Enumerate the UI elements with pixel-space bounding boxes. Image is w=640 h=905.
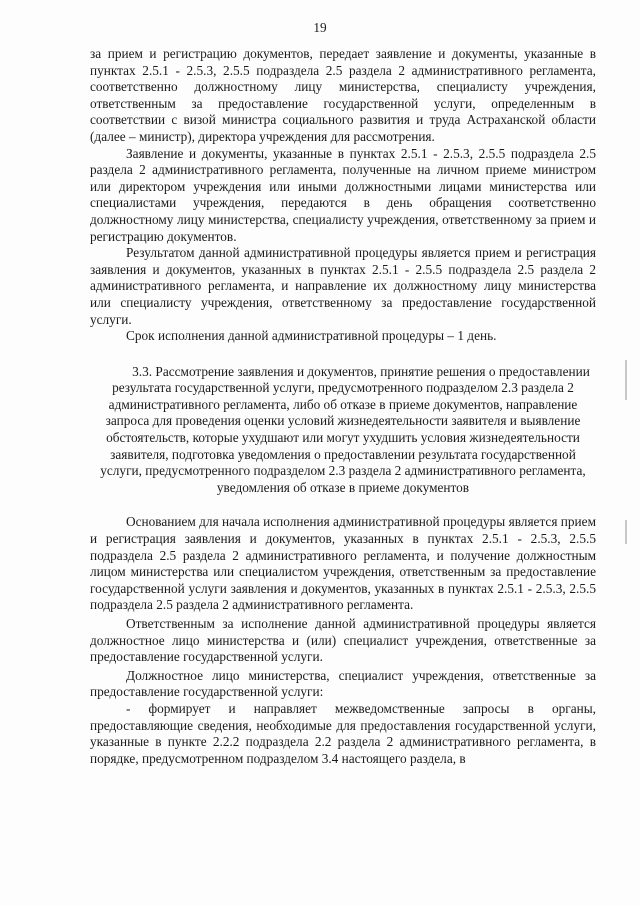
scan-artifact bbox=[625, 520, 627, 544]
section-spacer bbox=[90, 496, 596, 514]
document-body bbox=[90, 46, 596, 767]
paragraph-personal-reception: Заявление и документы, указанные в пунктах 2.5.1 - 2.5.3, 2.5.5 подраздела 2.5 раздела 2 административного регламента, полученные на личном приеме министром или директором учреждения или иными должностными лицами министерства или специалистами учреждения, передаются в день обращения соответственно должностному лицу министерства, специалисту учреждения, ответственному за прием и регистрацию документов. bbox=[90, 145, 596, 244]
paragraph-continuation: за прием и регистрацию документов, передает заявление и документы, указанные в пунктах 2.5.1 - 2.5.3, 2.5.5 подраздела 2.5 раздела 2 административного регламента, соответственно должностному лицу министерства, специалисту учреждения, ответственным за предоставление государственной услуги, определенным в соответствии с визой министра социального развития и труда Астраханской области (далее – министр), директора учреждения для рассмотрения. bbox=[90, 46, 596, 144]
paragraph-interagency-requests: - формирует и направляет межведомственные запросы в органы, предоставляющие сведения, необходимые для предоставления государственной услуги, указанные в пункте 2.2.2 подраздела 2.2 раздела 2 административного регламента, в порядке, предусмотренном подразделом 3.4 настоящего раздела, в bbox=[90, 700, 596, 766]
paragraph-procedure-deadline: Срок исполнения данной административной процедуры – 1 день. bbox=[126, 328, 497, 344]
paragraph-responsible-person: Ответственным за исполнение данной административной процедуры является должностное лицо министерства и (или) специалист учреждения, ответственные за предоставление государственной услуги. bbox=[90, 616, 596, 665]
page-number: 19 bbox=[313, 20, 327, 35]
paragraph-procedure-basis: Основанием для начала исполнения административной процедуры является прием и регистрация заявления и документов, указанных в пунктах 2.5.1 - 2.5.3, 2.5.5 подраздела 2.5 раздела 2 административного регламента, и получение должностным лицом министерства или специалистом учреждения, ответственным за предоставление государственной услуги заявления и документов, указанных в пунктах 2.5.1 - 2.5.3, 2.5.5 подраздела 2.5 раздела 2 административного регламента. bbox=[90, 514, 596, 613]
paragraph-official-duties: Должностное лицо министерства, специалист учреждения, ответственные за предоставление государственной услуги: bbox=[90, 667, 596, 700]
scan-artifact bbox=[625, 360, 627, 400]
paragraph-procedure-result: Результатом данной административной процедуры является прием и регистрация заявления и документов, указанных в пунктах 2.5.1 - 2.5.5 подраздела 2.5 раздела 2 административного регламента, и направление их должностному лицу министерства или специалисту учреждения, ответственному за предоставление государственной услуги. bbox=[90, 245, 596, 327]
section-heading: 3.3. Рассмотрение заявления и документов, принятие решения о предоставлении результата государственной услуги, предусмотренного подразделом 2.3 раздела 2 административного регламента, либо об отказе в приеме документов, направление запроса для проведения оценки условий жизнедеятельности заявителя и выявление обстоятельств, которые ухудшают или могут ухудшить условия жизнедеятельности заявителя, подготовка уведомления о предоставлении результата государственной услуги, предусмотренного подразделом 2.3 раздела 2 административного регламента, уведомления об отказе в приеме документов bbox=[100, 363, 590, 495]
